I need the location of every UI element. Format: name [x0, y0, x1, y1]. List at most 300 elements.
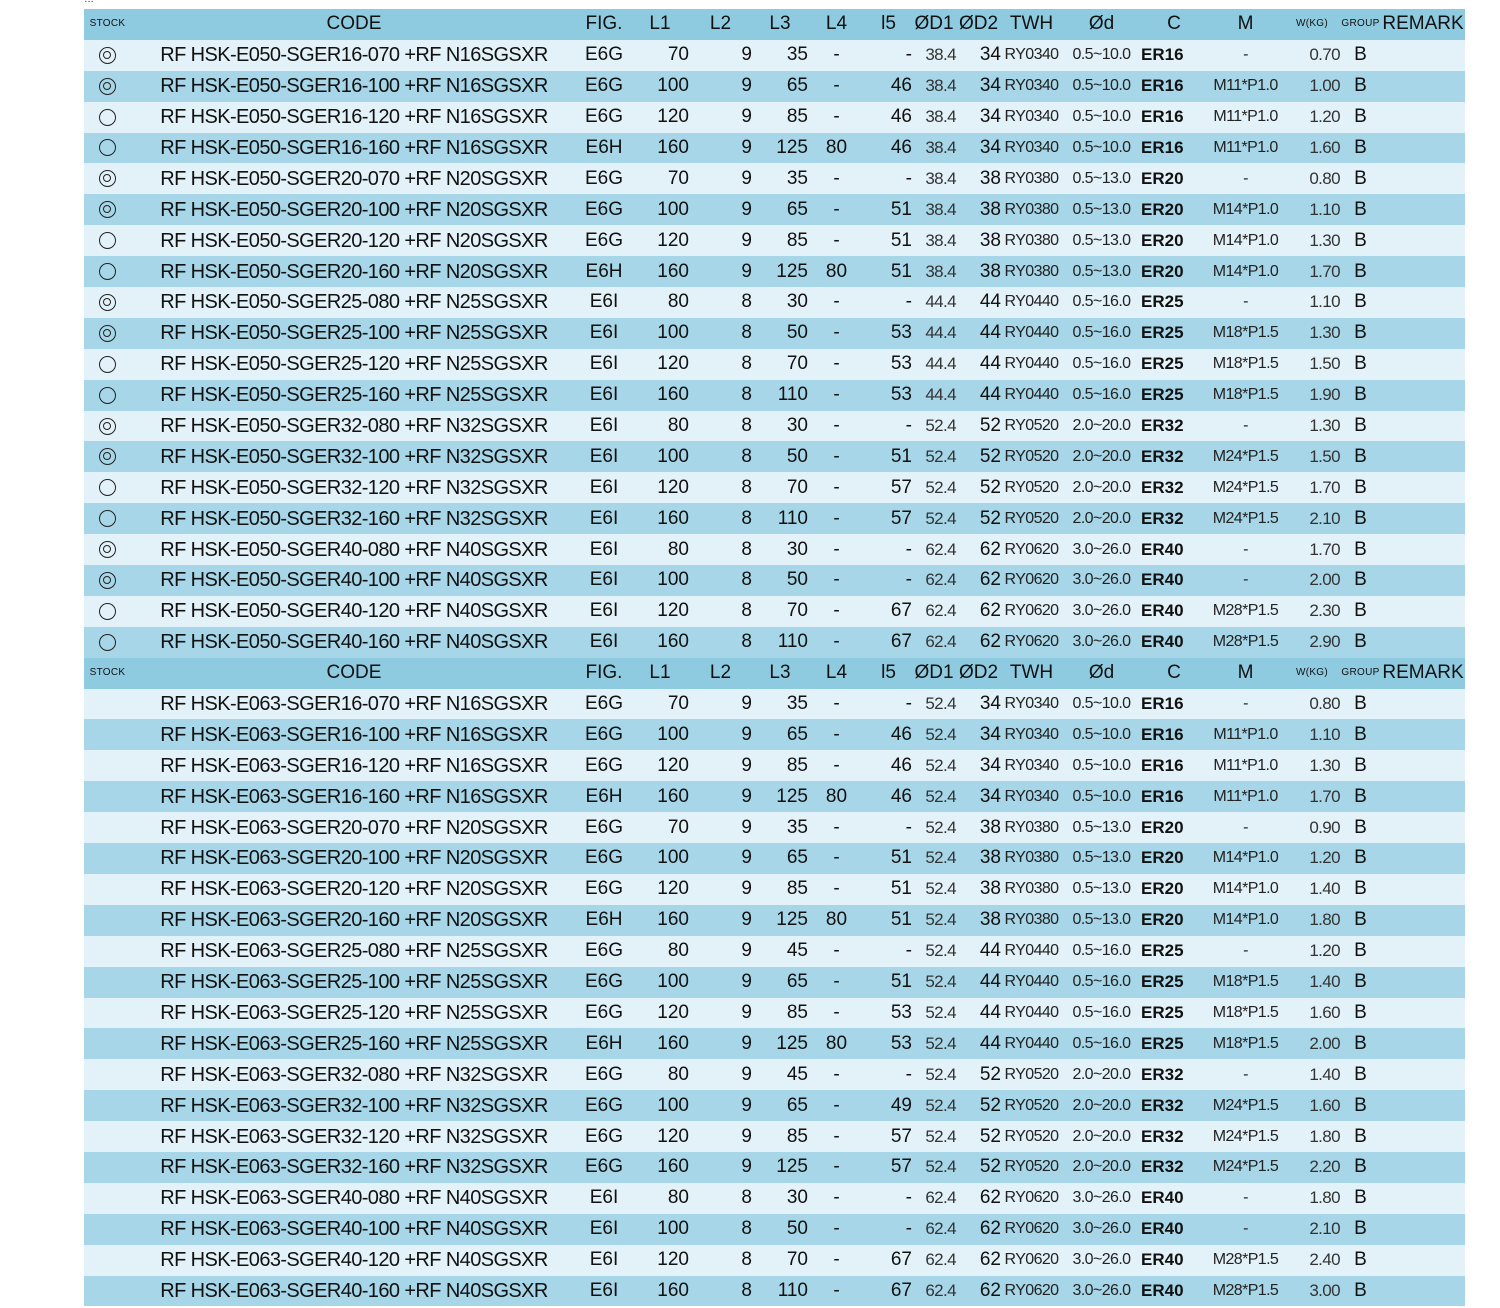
l1-cell: 160: [631, 133, 689, 164]
l4-cell: -: [808, 1121, 865, 1152]
od-cell: 0.5~10.0: [1062, 133, 1141, 164]
l2-cell: 9: [689, 1090, 752, 1121]
table-row: [84, 441, 1465, 472]
m-cell: -: [1207, 1059, 1284, 1090]
m-cell: M14*P1.0: [1207, 194, 1284, 225]
fig-cell: E6G: [577, 1152, 631, 1183]
l4-cell: -: [808, 503, 865, 534]
group-cell: B: [1340, 596, 1381, 627]
d1-cell: 44.4: [912, 380, 956, 411]
od-cell: 0.5~13.0: [1062, 905, 1141, 936]
fig-cell: E6I: [577, 1183, 631, 1214]
l5-cell: 67: [865, 1276, 912, 1307]
table-row: [84, 1214, 1465, 1245]
group-cell: B: [1340, 1090, 1381, 1121]
c-cell: ER16: [1141, 719, 1207, 750]
c-cell: ER16: [1141, 750, 1207, 781]
group-cell: B: [1340, 133, 1381, 164]
d1-cell: 52.4: [912, 1028, 956, 1059]
column-header-l4: L4: [808, 9, 865, 40]
column-header-i5: l5: [865, 9, 912, 40]
l2-cell: 8: [689, 503, 752, 534]
od-cell: 0.5~16.0: [1062, 1028, 1141, 1059]
w-cell: 1.10: [1284, 194, 1340, 225]
code-cell: RF HSK-E063-SGER20-100 +RF N20SGSXR: [131, 843, 577, 874]
l2-cell: 8: [689, 318, 752, 349]
od-cell: 0.5~13.0: [1062, 812, 1141, 843]
d1-cell: 62.4: [912, 1276, 956, 1307]
fig-cell: E6G: [577, 967, 631, 998]
code-cell: RF HSK-E063-SGER16-160 +RF N16SGSXR: [131, 781, 577, 812]
l1-cell: 100: [631, 194, 689, 225]
remark-cell: [1381, 40, 1465, 71]
l5-cell: 57: [865, 472, 912, 503]
table-row: [84, 750, 1465, 781]
fig-cell: E6I: [577, 411, 631, 442]
table-row: [84, 1152, 1465, 1183]
d2-cell: 38: [956, 905, 1001, 936]
fig-cell: E6I: [577, 349, 631, 380]
od-cell: 2.0~20.0: [1062, 1059, 1141, 1090]
remark-cell: [1381, 750, 1465, 781]
table-row: [84, 998, 1465, 1029]
d2-cell: 62: [956, 1214, 1001, 1245]
twh-cell: RY0520: [1001, 1059, 1062, 1090]
d1-cell: 52.4: [912, 843, 956, 874]
l5-cell: -: [865, 534, 912, 565]
w-cell: 1.50: [1284, 441, 1340, 472]
d2-cell: 62: [956, 1183, 1001, 1214]
table-row: [84, 1121, 1465, 1152]
stock-cell: [84, 1059, 131, 1090]
fig-cell: E6I: [577, 441, 631, 472]
l3-cell: 110: [752, 503, 808, 534]
d2-cell: 62: [956, 627, 1001, 658]
code-cell: RF HSK-E050-SGER20-120 +RF N20SGSXR: [131, 225, 577, 256]
d2-cell: 34: [956, 750, 1001, 781]
column-header-i5: l5: [865, 658, 912, 689]
stock-cell: [84, 781, 131, 812]
l4-cell: 80: [808, 781, 865, 812]
d1-cell: 52.4: [912, 1121, 956, 1152]
l4-cell: -: [808, 1059, 865, 1090]
l3-cell: 70: [752, 1245, 808, 1276]
l3-cell: 35: [752, 812, 808, 843]
c-cell: ER25: [1141, 349, 1207, 380]
d2-cell: 52: [956, 1152, 1001, 1183]
l3-cell: 65: [752, 843, 808, 874]
remark-cell: [1381, 503, 1465, 534]
c-cell: ER40: [1141, 534, 1207, 565]
l5-cell: 51: [865, 256, 912, 287]
l1-cell: 160: [631, 503, 689, 534]
d2-cell: 52: [956, 503, 1001, 534]
code-cell: RF HSK-E050-SGER25-100 +RF N25SGSXR: [131, 318, 577, 349]
code-cell: RF HSK-E063-SGER20-160 +RF N20SGSXR: [131, 905, 577, 936]
group-cell: B: [1340, 503, 1381, 534]
fig-cell: E6I: [577, 380, 631, 411]
d1-cell: 52.4: [912, 1152, 956, 1183]
d2-cell: 52: [956, 1059, 1001, 1090]
fig-cell: E6G: [577, 1090, 631, 1121]
l4-cell: -: [808, 1183, 865, 1214]
group-cell: B: [1340, 750, 1381, 781]
stock-cell: [84, 998, 131, 1029]
twh-cell: RY0340: [1001, 102, 1062, 133]
l4-cell: -: [808, 874, 865, 905]
column-header-m: M: [1207, 658, 1284, 689]
table-row: [84, 380, 1465, 411]
l2-cell: 9: [689, 40, 752, 71]
w-cell: 2.90: [1284, 627, 1340, 658]
twh-cell: RY0380: [1001, 843, 1062, 874]
table-row: [84, 225, 1465, 256]
stock-cell: [84, 534, 131, 565]
l3-cell: 110: [752, 627, 808, 658]
l5-cell: 46: [865, 719, 912, 750]
twh-cell: RY0380: [1001, 225, 1062, 256]
l1-cell: 120: [631, 349, 689, 380]
c-cell: ER25: [1141, 318, 1207, 349]
table-row: [84, 565, 1465, 596]
remark-cell: [1381, 627, 1465, 658]
twh-cell: RY0340: [1001, 781, 1062, 812]
d1-cell: 38.4: [912, 40, 956, 71]
group-cell: B: [1340, 1276, 1381, 1307]
l4-cell: -: [808, 380, 865, 411]
stock-cell: [84, 874, 131, 905]
stock-cell: [84, 596, 131, 627]
l2-cell: 9: [689, 998, 752, 1029]
circle-icon: [99, 232, 116, 249]
table-row: [84, 1245, 1465, 1276]
l2-cell: 8: [689, 565, 752, 596]
od-cell: 0.5~16.0: [1062, 318, 1141, 349]
column-header-w: W(KG): [1284, 658, 1340, 689]
l4-cell: -: [808, 411, 865, 442]
table-row: [84, 1028, 1465, 1059]
w-cell: 2.20: [1284, 1152, 1340, 1183]
m-cell: M14*P1.0: [1207, 905, 1284, 936]
l4-cell: -: [808, 998, 865, 1029]
w-cell: 1.30: [1284, 318, 1340, 349]
l1-cell: 100: [631, 843, 689, 874]
d2-cell: 34: [956, 781, 1001, 812]
l4-cell: 80: [808, 1028, 865, 1059]
d1-cell: 62.4: [912, 534, 956, 565]
fig-cell: E6H: [577, 256, 631, 287]
column-header-fig: FIG.: [577, 9, 631, 40]
group-cell: B: [1340, 1121, 1381, 1152]
remark-cell: [1381, 256, 1465, 287]
column-header-l1: L1: [631, 658, 689, 689]
twh-cell: RY0440: [1001, 998, 1062, 1029]
group-cell: B: [1340, 781, 1381, 812]
stock-cell: [84, 411, 131, 442]
d2-cell: 34: [956, 71, 1001, 102]
l4-cell: 80: [808, 133, 865, 164]
l5-cell: 46: [865, 750, 912, 781]
od-cell: 2.0~20.0: [1062, 1121, 1141, 1152]
l5-cell: 51: [865, 967, 912, 998]
l4-cell: -: [808, 349, 865, 380]
c-cell: ER32: [1141, 411, 1207, 442]
column-header-d1: ØD1: [912, 658, 956, 689]
remark-cell: [1381, 998, 1465, 1029]
m-cell: M11*P1.0: [1207, 102, 1284, 133]
m-cell: M24*P1.5: [1207, 1090, 1284, 1121]
remark-cell: [1381, 1183, 1465, 1214]
code-cell: RF HSK-E063-SGER25-100 +RF N25SGSXR: [131, 967, 577, 998]
d2-cell: 34: [956, 102, 1001, 133]
l4-cell: -: [808, 1245, 865, 1276]
w-cell: 1.80: [1284, 1121, 1340, 1152]
l3-cell: 35: [752, 40, 808, 71]
l5-cell: 53: [865, 998, 912, 1029]
od-cell: 0.5~10.0: [1062, 40, 1141, 71]
w-cell: 2.00: [1284, 565, 1340, 596]
fig-cell: E6G: [577, 40, 631, 71]
l2-cell: 9: [689, 936, 752, 967]
table-row: [84, 133, 1465, 164]
l5-cell: 46: [865, 71, 912, 102]
column-header-grp: GROUP: [1340, 658, 1381, 689]
l3-cell: 50: [752, 441, 808, 472]
d1-cell: 62.4: [912, 1245, 956, 1276]
od-cell: 0.5~10.0: [1062, 689, 1141, 720]
d1-cell: 44.4: [912, 287, 956, 318]
m-cell: -: [1207, 163, 1284, 194]
w-cell: 1.90: [1284, 380, 1340, 411]
c-cell: ER25: [1141, 967, 1207, 998]
l2-cell: 9: [689, 781, 752, 812]
w-cell: 0.70: [1284, 40, 1340, 71]
twh-cell: RY0520: [1001, 503, 1062, 534]
twh-cell: RY0620: [1001, 627, 1062, 658]
l5-cell: 51: [865, 194, 912, 225]
l4-cell: -: [808, 102, 865, 133]
code-cell: RF HSK-E063-SGER16-120 +RF N16SGSXR: [131, 750, 577, 781]
d1-cell: 38.4: [912, 71, 956, 102]
l2-cell: 8: [689, 349, 752, 380]
d2-cell: 44: [956, 967, 1001, 998]
double-circle-icon: [99, 541, 116, 558]
l4-cell: -: [808, 936, 865, 967]
w-cell: 1.40: [1284, 874, 1340, 905]
c-cell: ER40: [1141, 596, 1207, 627]
twh-cell: RY0340: [1001, 750, 1062, 781]
stock-cell: [84, 719, 131, 750]
d2-cell: 34: [956, 689, 1001, 720]
column-header-fig: FIG.: [577, 658, 631, 689]
c-cell: ER16: [1141, 781, 1207, 812]
double-circle-icon: [99, 170, 116, 187]
fig-cell: E6G: [577, 998, 631, 1029]
column-header-code: CODE: [131, 658, 577, 689]
l2-cell: 9: [689, 1152, 752, 1183]
d2-cell: 44: [956, 318, 1001, 349]
od-cell: 3.0~26.0: [1062, 1214, 1141, 1245]
l4-cell: 80: [808, 256, 865, 287]
twh-cell: RY0520: [1001, 1090, 1062, 1121]
c-cell: ER20: [1141, 225, 1207, 256]
twh-cell: RY0440: [1001, 967, 1062, 998]
l5-cell: 53: [865, 1028, 912, 1059]
fig-cell: E6I: [577, 503, 631, 534]
m-cell: M14*P1.0: [1207, 874, 1284, 905]
stock-cell: [84, 750, 131, 781]
od-cell: 0.5~10.0: [1062, 102, 1141, 133]
table-row: [84, 905, 1465, 936]
d2-cell: 62: [956, 1245, 1001, 1276]
m-cell: M28*P1.5: [1207, 627, 1284, 658]
group-cell: B: [1340, 256, 1381, 287]
group-cell: B: [1340, 349, 1381, 380]
l5-cell: -: [865, 1059, 912, 1090]
circle-icon: [99, 139, 116, 156]
remark-cell: [1381, 349, 1465, 380]
l2-cell: 8: [689, 380, 752, 411]
circle-icon: [99, 510, 116, 527]
fig-cell: E6I: [577, 1276, 631, 1307]
m-cell: M24*P1.5: [1207, 1121, 1284, 1152]
stock-cell: [84, 967, 131, 998]
stock-cell: [84, 1183, 131, 1214]
l5-cell: 49: [865, 1090, 912, 1121]
l3-cell: 45: [752, 1059, 808, 1090]
double-circle-icon: [99, 78, 116, 95]
d2-cell: 44: [956, 287, 1001, 318]
m-cell: M18*P1.5: [1207, 349, 1284, 380]
column-header-od: Ød: [1062, 9, 1141, 40]
m-cell: -: [1207, 534, 1284, 565]
column-header-w: W(KG): [1284, 9, 1340, 40]
l2-cell: 8: [689, 287, 752, 318]
code-cell: RF HSK-E063-SGER25-120 +RF N25SGSXR: [131, 998, 577, 1029]
l5-cell: -: [865, 163, 912, 194]
l2-cell: 8: [689, 441, 752, 472]
code-cell: RF HSK-E050-SGER32-100 +RF N32SGSXR: [131, 441, 577, 472]
l1-cell: 120: [631, 1121, 689, 1152]
m-cell: -: [1207, 812, 1284, 843]
w-cell: 1.70: [1284, 256, 1340, 287]
od-cell: 0.5~10.0: [1062, 750, 1141, 781]
l2-cell: 9: [689, 719, 752, 750]
column-header-m: M: [1207, 9, 1284, 40]
fig-cell: E6G: [577, 1059, 631, 1090]
fig-cell: E6G: [577, 936, 631, 967]
fig-cell: E6G: [577, 689, 631, 720]
double-circle-icon: [99, 201, 116, 218]
l2-cell: 9: [689, 967, 752, 998]
l4-cell: -: [808, 1276, 865, 1307]
stock-cell: [84, 472, 131, 503]
twh-cell: RY0620: [1001, 1276, 1062, 1307]
code-cell: RF HSK-E050-SGER40-160 +RF N40SGSXR: [131, 627, 577, 658]
fig-cell: E6G: [577, 225, 631, 256]
d1-cell: 52.4: [912, 905, 956, 936]
d1-cell: 38.4: [912, 256, 956, 287]
w-cell: 1.70: [1284, 472, 1340, 503]
w-cell: 1.40: [1284, 1059, 1340, 1090]
od-cell: 0.5~16.0: [1062, 967, 1141, 998]
table-row: [84, 287, 1465, 318]
remark-cell: [1381, 565, 1465, 596]
m-cell: -: [1207, 1214, 1284, 1245]
code-cell: RF HSK-E050-SGER20-160 +RF N20SGSXR: [131, 256, 577, 287]
remark-cell: [1381, 287, 1465, 318]
l5-cell: -: [865, 1214, 912, 1245]
group-cell: B: [1340, 1214, 1381, 1245]
m-cell: M14*P1.0: [1207, 843, 1284, 874]
group-cell: B: [1340, 472, 1381, 503]
l5-cell: 51: [865, 441, 912, 472]
l5-cell: -: [865, 1183, 912, 1214]
l2-cell: 8: [689, 1183, 752, 1214]
remark-cell: [1381, 318, 1465, 349]
m-cell: -: [1207, 565, 1284, 596]
od-cell: 3.0~26.0: [1062, 1245, 1141, 1276]
table-row: [84, 627, 1465, 658]
d2-cell: 52: [956, 441, 1001, 472]
twh-cell: RY0620: [1001, 1183, 1062, 1214]
twh-cell: RY0340: [1001, 40, 1062, 71]
l1-cell: 120: [631, 596, 689, 627]
l3-cell: 65: [752, 71, 808, 102]
m-cell: M18*P1.5: [1207, 967, 1284, 998]
l3-cell: 125: [752, 1152, 808, 1183]
c-cell: ER16: [1141, 40, 1207, 71]
l5-cell: 67: [865, 1245, 912, 1276]
od-cell: 0.5~13.0: [1062, 256, 1141, 287]
table-row: [84, 194, 1465, 225]
twh-cell: RY0620: [1001, 565, 1062, 596]
column-header-od: Ød: [1062, 658, 1141, 689]
fig-cell: E6G: [577, 719, 631, 750]
l2-cell: 8: [689, 534, 752, 565]
d2-cell: 38: [956, 225, 1001, 256]
d1-cell: 52.4: [912, 936, 956, 967]
column-header-d2: ØD2: [956, 658, 1001, 689]
circle-icon: [99, 356, 116, 373]
stock-cell: [84, 318, 131, 349]
table-row: [84, 843, 1465, 874]
l3-cell: 125: [752, 781, 808, 812]
twh-cell: RY0340: [1001, 689, 1062, 720]
column-header-c: C: [1141, 658, 1207, 689]
l2-cell: 9: [689, 71, 752, 102]
fig-cell: E6H: [577, 1028, 631, 1059]
table-row: [84, 71, 1465, 102]
stock-cell: [84, 133, 131, 164]
od-cell: 2.0~20.0: [1062, 411, 1141, 442]
d2-cell: 52: [956, 1121, 1001, 1152]
l4-cell: -: [808, 719, 865, 750]
fig-cell: E6I: [577, 596, 631, 627]
od-cell: 3.0~26.0: [1062, 596, 1141, 627]
code-cell: RF HSK-E050-SGER32-080 +RF N32SGSXR: [131, 411, 577, 442]
group-cell: B: [1340, 287, 1381, 318]
group-cell: B: [1340, 1152, 1381, 1183]
twh-cell: RY0380: [1001, 874, 1062, 905]
w-cell: 1.30: [1284, 225, 1340, 256]
group-cell: B: [1340, 874, 1381, 905]
l1-cell: 80: [631, 1059, 689, 1090]
code-cell: RF HSK-E050-SGER16-070 +RF N16SGSXR: [131, 40, 577, 71]
od-cell: 0.5~16.0: [1062, 998, 1141, 1029]
d1-cell: 62.4: [912, 565, 956, 596]
l4-cell: -: [808, 565, 865, 596]
